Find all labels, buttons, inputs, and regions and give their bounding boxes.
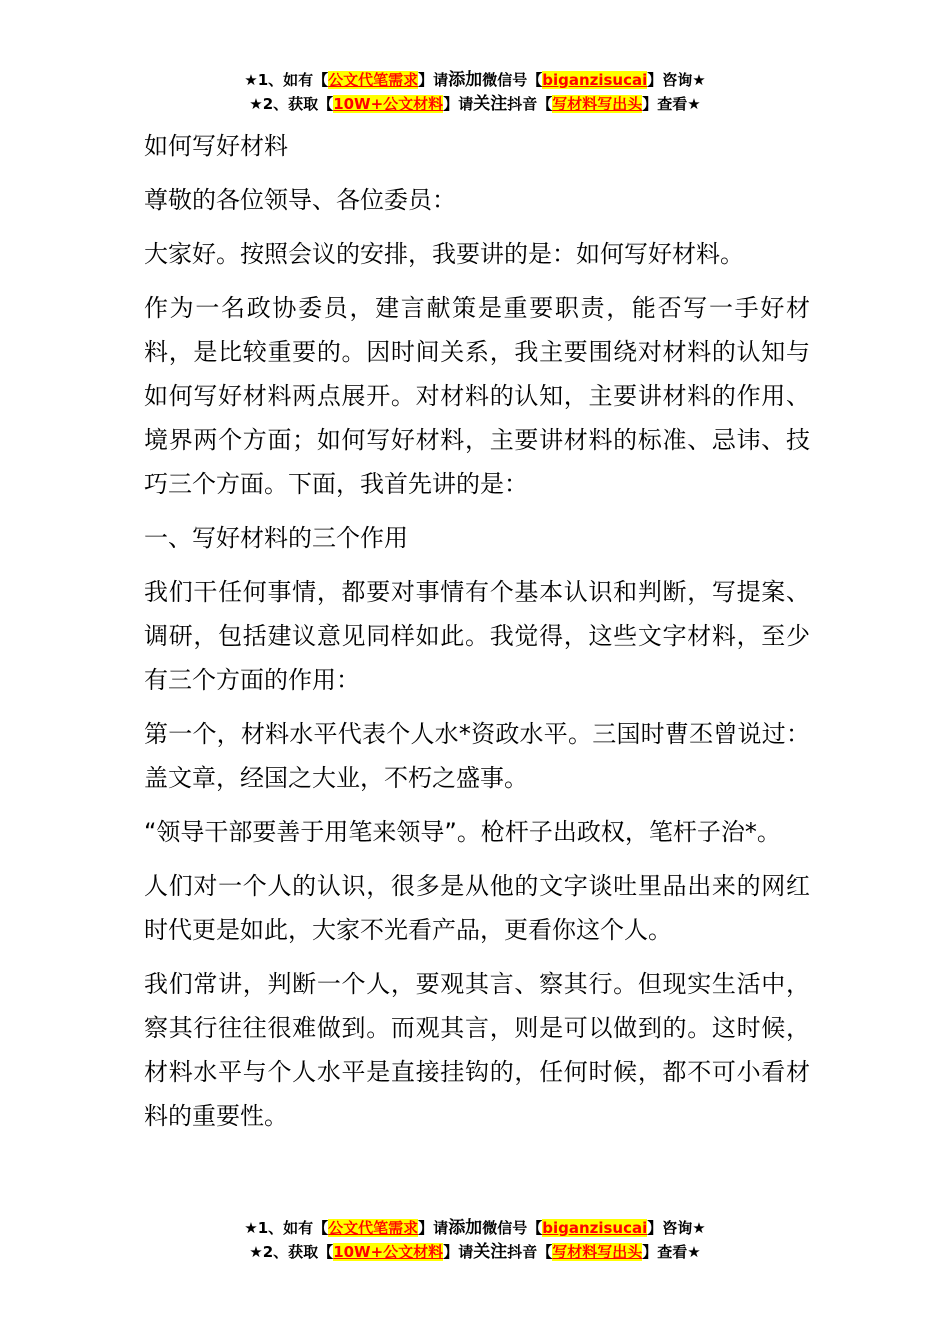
paragraph: 我们常讲，判断一个人，要观其言、察其行。但现实生活中，察其行往往很难做到。而观其言，则是可以做到的。这时候，材料水平与个人水平是直接挂钩的，任何时候，都不可小看材料的重要性。 (144, 970, 810, 1130)
section-heading: 一、写好材料的三个作用 (144, 524, 408, 552)
banner-line-1: ★1、如有【公文代笔需求】请添加微信号【biganzisucai】咨询★ (244, 1218, 706, 1238)
highlight-douyin-id: 写材料写出头 (552, 1243, 643, 1261)
paragraph: 作为一名政协委员，建言献策是重要职责，能否写一手好材料，是比较重要的。因时间关系，我主要围绕对材料的认知与如何写好材料两点展开。对材料的认知，主要讲材料的作用、境界两个方面；如何写好材料，主要讲材料的标准、忌讳、技巧三个方面。下面，我首先讲的是： (144, 294, 810, 498)
paragraph: 第一个，材料水平代表个人水*资政水平。三国时曹丕曾说过：盖文章，经国之大业，不朽之盛事。 (144, 720, 810, 792)
highlight-materials: 10W+公文材料 (333, 1243, 444, 1261)
document-body (144, 124, 810, 1148)
paragraph: “领导干部要善于用笔来领导”。枪杆子出政权，笔杆子治*。 (144, 818, 781, 846)
paragraph: 大家好。按照会议的安排，我要讲的是：如何写好材料。 (144, 240, 744, 268)
highlight-douyin-id: 写材料写出头 (552, 95, 643, 113)
header-banner (0, 68, 950, 116)
salutation: 尊敬的各位领导、各位委员： (144, 186, 456, 214)
banner-line-1: ★1、如有【公文代笔需求】请添加微信号【biganzisucai】咨询★ (244, 70, 706, 90)
highlight-service: 公文代笔需求 (328, 1219, 419, 1237)
highlight-service: 公文代笔需求 (328, 71, 419, 89)
doc-title: 如何写好材料 (144, 132, 288, 160)
highlight-wechat-id: biganzisucai (542, 71, 648, 89)
banner-line-2: ★2、获取【10W+公文材料】请关注抖音【写材料写出头】查看★ (249, 1242, 701, 1262)
banner-line-2: ★2、获取【10W+公文材料】请关注抖音【写材料写出头】查看★ (249, 94, 701, 114)
footer-banner (0, 1216, 950, 1264)
highlight-wechat-id: biganzisucai (542, 1219, 648, 1237)
paragraph: 人们对一个人的认识，很多是从他的文字谈吐里品出来的网红时代更是如此，大家不光看产品，更看你这个人。 (144, 872, 810, 944)
paragraph: 我们干任何事情，都要对事情有个基本认识和判断，写提案、调研，包括建议意见同样如此。我觉得，这些文字材料，至少有三个方面的作用： (144, 578, 810, 694)
highlight-materials: 10W+公文材料 (333, 95, 444, 113)
